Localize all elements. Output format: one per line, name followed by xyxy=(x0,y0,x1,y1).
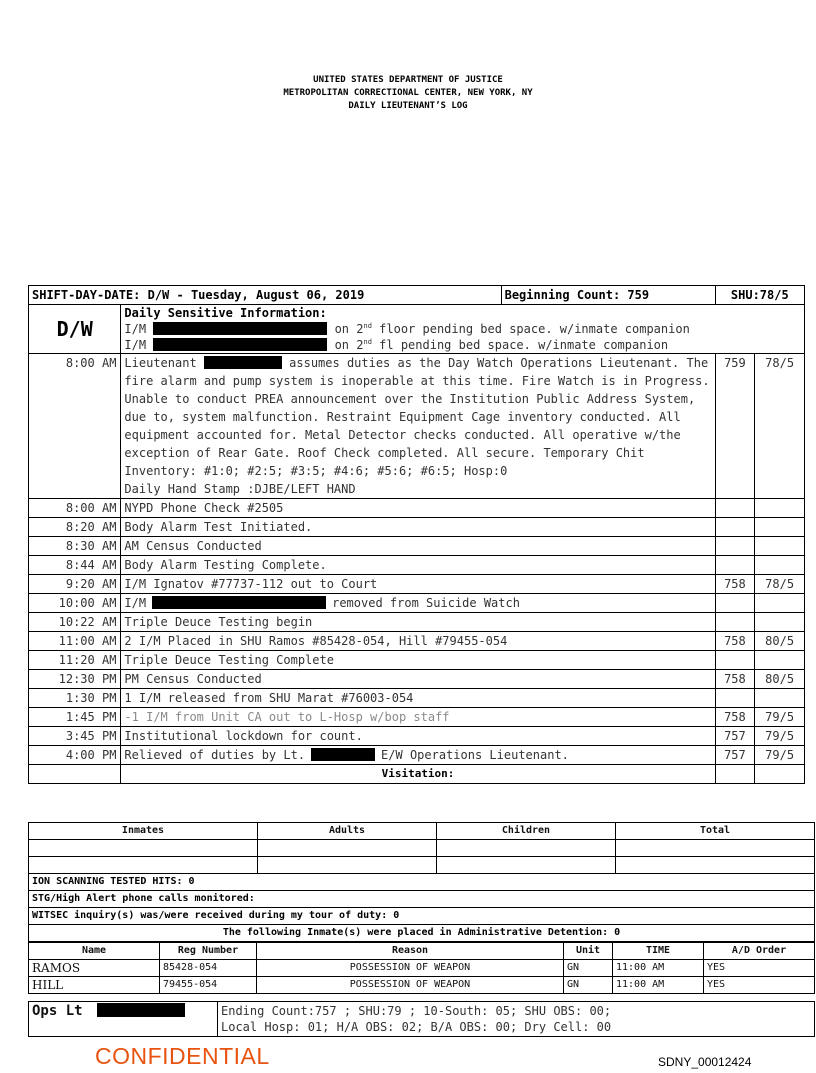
entry-shu xyxy=(755,556,805,575)
visitation-table xyxy=(28,822,815,942)
sensitive-info-row xyxy=(29,305,805,354)
shift-day-date: SHIFT-DAY-DATE: D/W - Tuesday, August 06, 2019 xyxy=(29,286,502,304)
entry-shu: 78/5 xyxy=(755,575,805,594)
entry-time: 3:45 PM xyxy=(29,727,121,746)
admin-unit: GN xyxy=(564,977,613,994)
admin-detention-table xyxy=(28,942,815,994)
entry-count xyxy=(715,518,755,537)
entry-shu: 80/5 xyxy=(755,632,805,651)
visitation-col-adults: Adults xyxy=(258,823,437,840)
entry-time: 11:00 AM xyxy=(29,632,121,651)
sensitive-line-2: I/M on 2nd fl pending bed space. w/inmate companion xyxy=(124,338,669,352)
entry-text: AM Census Conducted xyxy=(121,537,715,556)
entry-count xyxy=(715,651,755,670)
entry-count: 757 xyxy=(715,746,755,765)
lieutenant-log-table xyxy=(28,285,805,784)
log-entry xyxy=(29,746,805,765)
entry-shu xyxy=(755,537,805,556)
admin-order: YES xyxy=(704,960,815,977)
ion-scanning: ION SCANNING TESTED HITS: 0 xyxy=(29,874,815,891)
redaction-bar xyxy=(204,356,282,369)
entry-text: -1 I/M from Unit CA out to L-Hosp w/bop staff xyxy=(121,708,715,727)
entry-text: Relieved of duties by Lt. E/W Operations Lieutenant. xyxy=(121,746,715,765)
entry-shu xyxy=(755,518,805,537)
admin-name: RAMOS xyxy=(29,960,160,977)
entry-count: 758 xyxy=(715,575,755,594)
entry-text: NYPD Phone Check #2505 xyxy=(121,499,715,518)
confidential-stamp: CONFIDENTIAL xyxy=(95,1043,270,1069)
log-entry xyxy=(29,708,805,727)
entry-text: I/M removed from Suicide Watch xyxy=(121,594,715,613)
log-entry xyxy=(29,651,805,670)
entry-text: Lieutenant assumes duties as the Day Watch Operations Lieutenant. The fire alarm and pump system is inoperable at this time. Fire Watch is in Progress. Unable to conduct PREA announcement over the Institution Public Address System, due to, system malfunction. Restraint Equipment Cage inventory conducted. All equipment accounted for. Metal Detector checks conducted. All operative w/the exception of Rear Gate. Roof Check completed. All secure. Temporary Chit Inventory: #1:0; #2:5; #3:5; #4:6; #5:6; #6:5; Hosp:0 Daily Hand Stamp :DJBE/LEFT HAND xyxy=(121,354,715,499)
redaction-bar xyxy=(152,596,326,609)
entry-count xyxy=(715,594,755,613)
entry-text: 1 I/M released from SHU Marat #76003-054 xyxy=(121,689,715,708)
entry-count xyxy=(715,613,755,632)
log-entry xyxy=(29,613,805,632)
dw-badge: D/W xyxy=(29,305,121,354)
entry-time: 8:00 AM xyxy=(29,499,121,518)
admin-header: Name Reg Number Reason Unit TIME A/D Order xyxy=(29,943,815,960)
entry-text: Body Alarm Testing Complete. xyxy=(121,556,715,575)
entry-shu: 79/5 xyxy=(755,708,805,727)
log-entry xyxy=(29,689,805,708)
visitation-col-children: Children xyxy=(437,823,616,840)
entry-time: 4:00 PM xyxy=(29,746,121,765)
entry-shu xyxy=(755,613,805,632)
entry-count xyxy=(715,689,755,708)
header-facility: METROPOLITAN CORRECTIONAL CENTER, NEW YORK, NY xyxy=(283,88,533,98)
header-agency: UNITED STATES DEPARTMENT OF JUSTICE xyxy=(313,75,503,85)
admin-row xyxy=(29,977,815,994)
entry-shu: 78/5 xyxy=(755,354,805,499)
admin-reason: POSSESSION OF WEAPON xyxy=(257,977,564,994)
entry-text: Triple Deuce Testing begin xyxy=(121,613,715,632)
log-entry xyxy=(29,556,805,575)
sensitive-title: Daily Sensitive Information: xyxy=(124,306,327,320)
entry-time: 8:00 AM xyxy=(29,354,121,499)
admin-detention-title: The following Inmate(s) were placed in Administrative Detention: 0 xyxy=(29,925,815,942)
log-entry xyxy=(29,575,805,594)
stg-calls: STG/High Alert phone calls monitored: xyxy=(29,891,815,908)
admin-reason: POSSESSION OF WEAPON xyxy=(257,960,564,977)
visitation-title: Visitation: xyxy=(121,765,715,784)
admin-reg: 79455-054 xyxy=(160,977,257,994)
entry-time: 8:44 AM xyxy=(29,556,121,575)
log-entry xyxy=(29,727,805,746)
visitation-header xyxy=(29,823,815,840)
entry-text: I/M Ignatov #77737-112 out to Court xyxy=(121,575,715,594)
visitation-title-row xyxy=(29,765,805,784)
entry-text: Institutional lockdown for count. xyxy=(121,727,715,746)
entry-count xyxy=(715,499,755,518)
log-entry xyxy=(29,670,805,689)
entry-count: 757 xyxy=(715,727,755,746)
log-entry xyxy=(29,499,805,518)
shu-header: SHU:78/5 xyxy=(730,288,789,302)
sensitive-line-1: I/M on 2nd floor pending bed space. w/inmate companion xyxy=(124,322,690,336)
entry-time: 9:20 AM xyxy=(29,575,121,594)
shift-header-row xyxy=(29,286,805,305)
entry-shu xyxy=(755,689,805,708)
log-entry xyxy=(29,632,805,651)
admin-row xyxy=(29,960,815,977)
entry-shu: 79/5 xyxy=(755,746,805,765)
redaction-bar xyxy=(97,1003,185,1017)
witsec-inquiry: WITSEC inquiry(s) was/were received during my tour of duty: 0 xyxy=(29,908,815,925)
entry-time: 8:30 AM xyxy=(29,537,121,556)
redaction-bar xyxy=(153,322,327,335)
entry-shu xyxy=(755,594,805,613)
redaction-bar xyxy=(311,748,375,761)
beginning-count: Beginning Count: 759 xyxy=(504,288,650,302)
entry-count: 758 xyxy=(715,708,755,727)
entry-count: 759 xyxy=(715,354,755,499)
entry-time: 11:20 AM xyxy=(29,651,121,670)
entry-count: 758 xyxy=(715,670,755,689)
entry-count: 758 xyxy=(715,632,755,651)
entry-time: 8:20 AM xyxy=(29,518,121,537)
admin-time: 11:00 AM xyxy=(613,977,704,994)
bates-number: SDNY_00012424 xyxy=(658,1055,752,1069)
entry-count xyxy=(715,537,755,556)
entry-shu xyxy=(755,651,805,670)
log-entry-first xyxy=(29,354,805,499)
entry-time: 10:22 AM xyxy=(29,613,121,632)
entry-shu: 79/5 xyxy=(755,727,805,746)
ending-count: Ending Count:757 ; SHU:79 ; 10-South: 05; SHU OBS: 00; Local Hosp: 01; H/A OBS: 02; B/A OBS: 00; Dry Cell: 00 xyxy=(218,1002,815,1037)
admin-time: 11:00 AM xyxy=(613,960,704,977)
entry-text: 2 I/M Placed in SHU Ramos #85428-054, Hill #79455-054 xyxy=(121,632,715,651)
admin-reg: 85428-054 xyxy=(160,960,257,977)
log-entry xyxy=(29,537,805,556)
entry-shu xyxy=(755,499,805,518)
entry-text: Triple Deuce Testing Complete xyxy=(121,651,715,670)
document-header xyxy=(0,74,816,113)
entry-text: Body Alarm Test Initiated. xyxy=(121,518,715,537)
footer-table xyxy=(28,1001,815,1037)
entry-shu: 80/5 xyxy=(755,670,805,689)
admin-name: HILL xyxy=(29,977,160,994)
entry-time: 10:00 AM xyxy=(29,594,121,613)
log-entries xyxy=(29,499,805,765)
entry-text: PM Census Conducted xyxy=(121,670,715,689)
entry-time: 12:30 PM xyxy=(29,670,121,689)
redaction-bar xyxy=(153,338,327,351)
visitation-col-total: Total xyxy=(616,823,815,840)
entry-time: 1:30 PM xyxy=(29,689,121,708)
admin-order: YES xyxy=(704,977,815,994)
admin-unit: GN xyxy=(564,960,613,977)
log-entry xyxy=(29,518,805,537)
visitation-col-inmates: Inmates xyxy=(29,823,258,840)
entry-count xyxy=(715,556,755,575)
log-entry xyxy=(29,594,805,613)
ops-lt: Ops Lt xyxy=(29,1002,218,1037)
entry-time: 1:45 PM xyxy=(29,708,121,727)
header-log-title: DAILY LIEUTENANT’S LOG xyxy=(348,101,468,111)
